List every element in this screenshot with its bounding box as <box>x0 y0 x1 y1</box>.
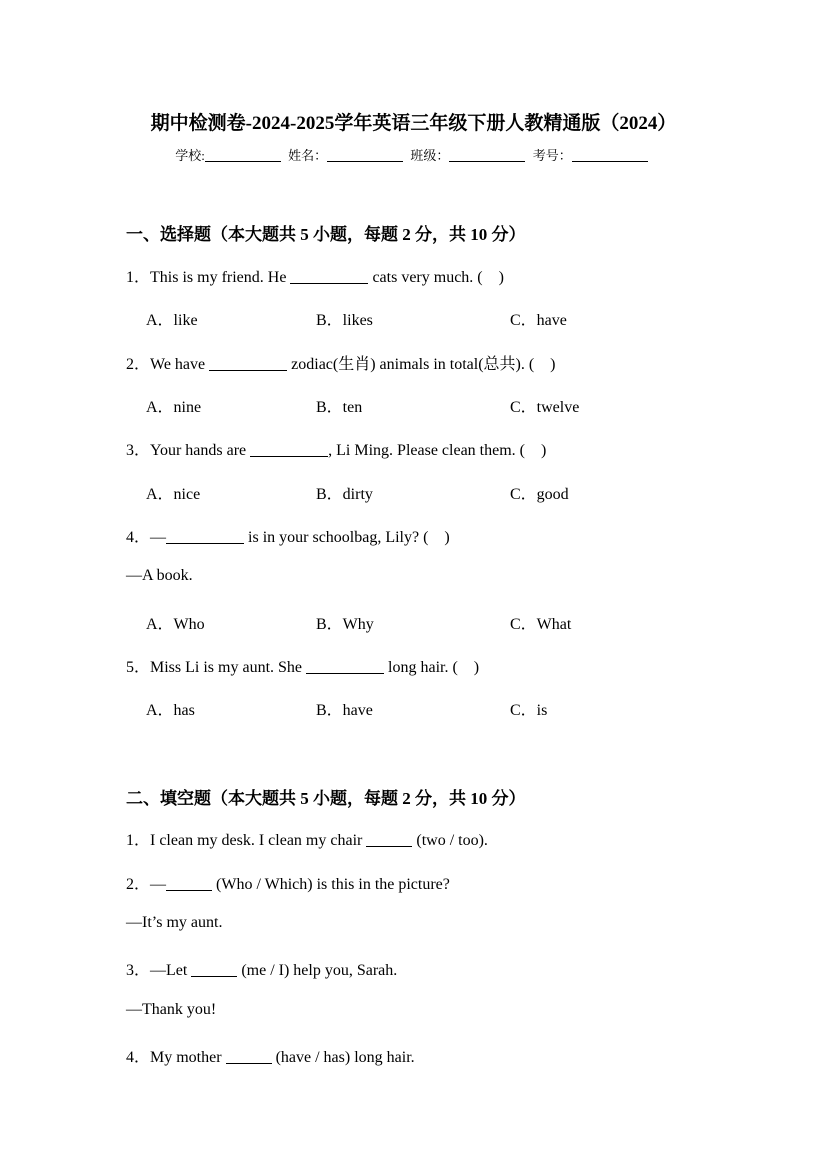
fill-question-2 <box>126 871 450 894</box>
section-heading-multiple-choice: 一、选择题（本大题共 5 小题，每题 2 分，共 10 分） <box>126 225 526 244</box>
section-heading-fill-blank: 二、填空题（本大题共 5 小题，每题 2 分，共 10 分） <box>126 789 526 808</box>
option-c[interactable]: C．twelve <box>510 399 580 416</box>
question-text: (Who / Which) is this in the picture? <box>212 876 450 893</box>
class-label: 班级： <box>410 148 450 163</box>
question-text: 3．—Let <box>126 962 192 979</box>
question-text: 3．Your hands are <box>126 442 251 459</box>
option-c[interactable]: C．good <box>510 486 569 503</box>
option-b[interactable]: B．dirty <box>316 486 373 503</box>
question-text: 4．— <box>126 529 167 546</box>
fill-question-2-answer: —It’s my aunt. <box>126 914 223 931</box>
question-4-answer: —A book. <box>126 567 193 584</box>
student-info-line <box>0 145 827 164</box>
option-a[interactable]: A．like <box>146 312 198 329</box>
question-text: zodiac(生肖) animals in total(总共). ( ) <box>287 356 556 373</box>
option-c[interactable]: C．have <box>510 312 567 329</box>
answer-blank[interactable] <box>306 659 384 674</box>
question-text: is in your schoolbag, Lily? ( ) <box>244 529 450 546</box>
class-blank[interactable] <box>449 149 525 162</box>
question-text: cats very much. ( ) <box>368 269 504 286</box>
name-label: 姓名： <box>288 148 328 163</box>
fill-question-4 <box>126 1044 415 1067</box>
question-text: 2．We have <box>126 356 210 373</box>
question-1 <box>126 264 504 287</box>
name-blank[interactable] <box>327 149 403 162</box>
option-b[interactable]: B．likes <box>316 312 373 329</box>
option-c[interactable]: C．is <box>510 702 548 719</box>
question-text: 5．Miss Li is my aunt. She <box>126 659 307 676</box>
option-a[interactable]: A．has <box>146 702 195 719</box>
question-text: 1．I clean my desk. I clean my chair <box>126 832 367 849</box>
fill-question-3-answer: —Thank you! <box>126 1001 217 1018</box>
school-blank[interactable] <box>205 149 281 162</box>
school-label: 学校: <box>175 148 205 163</box>
answer-blank[interactable] <box>166 529 244 544</box>
question-5 <box>126 654 479 677</box>
question-text: (two / too). <box>412 832 488 849</box>
question-text: , Li Ming. Please clean them. ( ) <box>328 442 547 459</box>
answer-blank[interactable] <box>166 876 212 891</box>
answer-blank[interactable] <box>226 1049 272 1064</box>
question-text: 2．— <box>126 876 167 893</box>
option-b[interactable]: B．Why <box>316 616 374 633</box>
option-c[interactable]: C．What <box>510 616 572 633</box>
question-text: 1．This is my friend. He <box>126 269 291 286</box>
fill-question-1 <box>126 827 488 850</box>
question-text: 4．My mother <box>126 1049 226 1066</box>
option-a[interactable]: A．nice <box>146 486 201 503</box>
exam-number-blank[interactable] <box>572 149 648 162</box>
question-text: (me / I) help you, Sarah. <box>237 962 398 979</box>
question-text: long hair. ( ) <box>384 659 480 676</box>
question-2 <box>126 351 556 374</box>
option-b[interactable]: B．have <box>316 702 373 719</box>
document-title: 期中检测卷-2024-2025学年英语三年级下册人教精通版（2024） <box>150 113 677 134</box>
answer-blank[interactable] <box>250 442 328 457</box>
answer-blank[interactable] <box>290 269 368 284</box>
question-4 <box>126 524 450 547</box>
exam-number-label: 考号： <box>532 148 572 163</box>
answer-blank[interactable] <box>209 356 287 371</box>
question-text: (have / has) long hair. <box>271 1049 415 1066</box>
answer-blank[interactable] <box>366 832 412 847</box>
fill-question-3 <box>126 957 397 980</box>
option-a[interactable]: A．nine <box>146 399 202 416</box>
option-a[interactable]: A．Who <box>146 616 205 633</box>
answer-blank[interactable] <box>191 962 237 977</box>
question-3 <box>126 437 546 460</box>
option-b[interactable]: B．ten <box>316 399 363 416</box>
